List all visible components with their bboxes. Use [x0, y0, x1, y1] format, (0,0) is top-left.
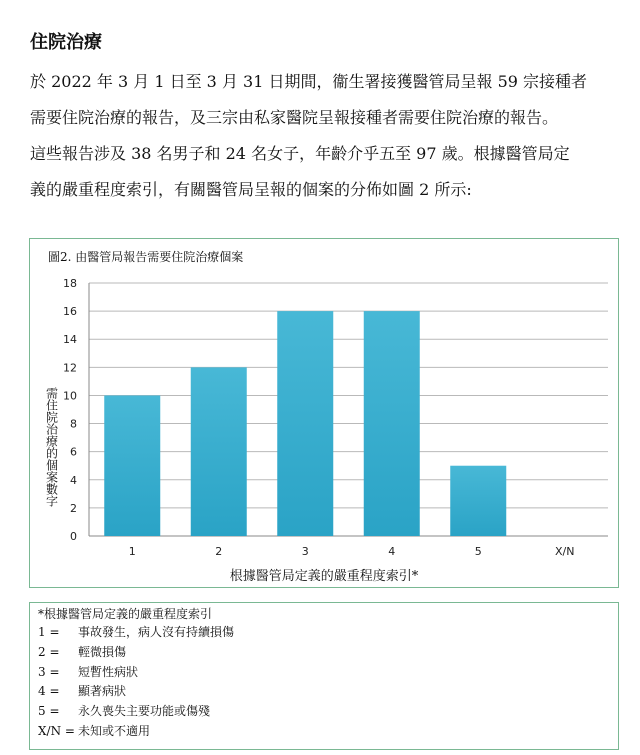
paragraph-line: 需要住院治療的報告，及三宗由私家醫院呈報接種者需要住院治療的報告。 [30, 108, 559, 127]
intro-paragraph [30, 64, 615, 208]
x-tick-label: 5 [474, 545, 482, 558]
note-code: 4 = [38, 684, 60, 699]
y-tick-label: 10 [63, 389, 77, 403]
severity-notes-box [29, 602, 619, 750]
bar [104, 395, 160, 536]
y-tick-label: 8 [70, 417, 77, 431]
note-item [38, 682, 610, 702]
y-tick-label: 0 [70, 530, 77, 543]
figure-title: 圖2. 由醫管局報告需要住院治療個案 [48, 250, 244, 264]
y-axis-label: 需住院治療的個案數字 [44, 387, 59, 507]
bar [191, 367, 247, 536]
note-item [38, 702, 610, 722]
paragraph-line: 這些報告涉及 38 名男子和 24 名女子，年齡介乎五至 97 歲。根據醫管局定 [30, 144, 570, 163]
x-tick-label: 3 [301, 545, 309, 558]
note-text: 短暫性病狀 [78, 664, 139, 679]
y-tick-label: 2 [70, 501, 77, 515]
note-code: 1 = [38, 625, 60, 639]
note-item [38, 722, 610, 742]
note-item [38, 643, 610, 663]
x-tick-label: 1 [128, 545, 136, 558]
note-text: 永久喪失主要功能或傷殘 [78, 704, 211, 719]
note-code: X/N = [38, 723, 75, 738]
y-tick-label: 6 [70, 445, 77, 459]
note-code: 2 = [38, 644, 60, 659]
x-axis-label: 根據醫管局定義的嚴重程度索引* [229, 569, 419, 584]
x-tick-label: 2 [215, 545, 223, 558]
bar-chart [30, 239, 618, 587]
note-code: 5 = [38, 704, 60, 719]
bar [450, 466, 506, 536]
paragraph-line: 義的嚴重程度索引，有關醫管局呈報的個案的分佈如圖 2 所示: [30, 180, 472, 199]
bar [364, 311, 420, 536]
paragraph-line: 於 2022 年 3 月 1 日至 3 月 31 日期間，衞生署接獲醫管局呈報 59 宗接種者 [30, 72, 588, 91]
note-item [38, 663, 610, 683]
y-tick-label: 16 [63, 305, 77, 319]
y-tick-label: 4 [70, 473, 77, 487]
note-text: 未知或不適用 [78, 723, 151, 738]
x-tick-label: 4 [388, 545, 396, 558]
figure-box [29, 238, 619, 588]
notes-header: *根據醫管局定義的嚴重程度索引 [38, 607, 213, 621]
note-text: 事故發生，病人沒有持續損傷 [78, 625, 235, 639]
y-tick-label: 14 [63, 333, 77, 347]
note-text: 顯著病狀 [78, 684, 127, 699]
y-tick-label: 18 [63, 277, 77, 290]
note-code: 3 = [38, 664, 60, 679]
note-item [38, 623, 610, 643]
section-heading: 住院治療 [30, 32, 102, 53]
note-text: 輕微損傷 [78, 644, 127, 659]
bar [277, 311, 333, 536]
x-tick-label: X/N [555, 545, 575, 558]
y-tick-label: 12 [63, 361, 77, 375]
